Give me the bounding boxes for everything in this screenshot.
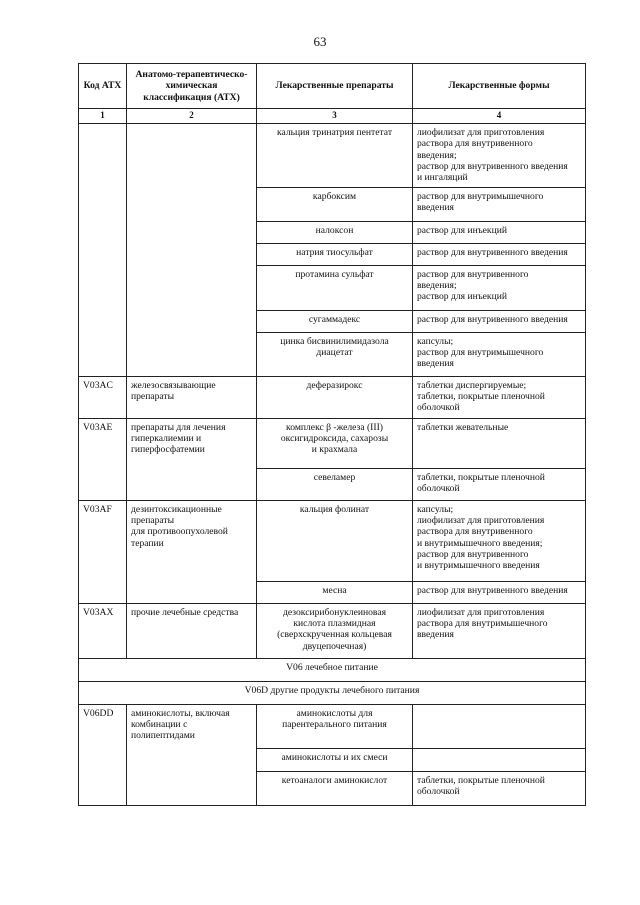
group-row (79, 681, 586, 704)
classification-cell: прочие лечебные средства (127, 603, 257, 658)
group-title: V06D другие продукты лечебного питания (79, 681, 586, 704)
form-cell: раствор для внутримышечного введения (413, 187, 586, 221)
drug-cell: кетоаналоги аминокислот (257, 771, 413, 805)
column-number: 4 (413, 109, 586, 124)
header-forms: Лекарственные формы (413, 64, 586, 109)
drug-cell: дезоксирибонуклеиновая кислота плазмидная (сверхскрученная кольцевая двуцепочечная) (257, 603, 413, 658)
table-header-row (79, 64, 586, 109)
drug-cell: кальция тринатрия пентетат (257, 124, 413, 188)
table-row (79, 704, 586, 748)
drug-cell: сугаммадекс (257, 310, 413, 332)
form-cell: таблетки, покрытые пленочной оболочкой (413, 468, 586, 500)
code-cell: V03AE (79, 418, 127, 500)
drug-cell: протамина сульфат (257, 265, 413, 310)
column-number: 1 (79, 109, 127, 124)
form-cell: таблетки, покрытые пленочной оболочкой (413, 771, 586, 805)
form-cell: раствор для внутривенного введения (413, 581, 586, 603)
form-cell: лиофилизат для приготовления раствора для внутривенного введения; раствор для внутривенного введения и ингаляций (413, 124, 586, 188)
form-cell: капсулы; раствор для внутримышечного введения (413, 332, 586, 376)
column-number: 2 (127, 109, 257, 124)
form-cell: лиофилизат для приготовления раствора для внутримышечного введения (413, 603, 586, 658)
header-drugs: Лекарственные препараты (257, 64, 413, 109)
drug-cell: натрия тиосульфат (257, 243, 413, 265)
code-cell: V03AF (79, 500, 127, 603)
code-cell (79, 124, 127, 377)
classification-cell (127, 124, 257, 377)
table-row (79, 376, 586, 418)
form-cell: раствор для инъекций (413, 221, 586, 243)
drug-cell: комплекс β -железа (III) оксигидроксида, сахарозы и крахмала (257, 418, 413, 468)
classification-cell: железосвязывающие препараты (127, 376, 257, 418)
drug-cell: севеламер (257, 468, 413, 500)
form-cell: таблетки диспергируемые; таблетки, покрытые пленочной оболочкой (413, 376, 586, 418)
drug-cell: карбоксим (257, 187, 413, 221)
classification-cell: аминокислоты, включая комбинации с полипептидами (127, 704, 257, 805)
form-cell: раствор для внутривенного введения (413, 243, 586, 265)
header-code: Код АТХ (79, 64, 127, 109)
page-number: 63 (313, 34, 327, 49)
classification-cell: дезинтоксикационные препараты для противоопухолевой терапии (127, 500, 257, 603)
code-cell: V03AC (79, 376, 127, 418)
form-cell (413, 748, 586, 771)
drug-cell: кальция фолинат (257, 500, 413, 581)
column-number-row (79, 109, 586, 124)
classification-cell: препараты для лечения гиперкалиемии и гиперфосфатемии (127, 418, 257, 500)
form-cell: раствор для внутривенного введения; раствор для инъекций (413, 265, 586, 310)
drug-cell: аминокислоты и их смеси (257, 748, 413, 771)
code-cell: V03AX (79, 603, 127, 658)
table-row (79, 124, 586, 188)
table-row (79, 603, 586, 658)
form-cell: раствор для внутривенного введения (413, 310, 586, 332)
drug-cell: аминокислоты для парентерального питания (257, 704, 413, 748)
drug-cell: налоксон (257, 221, 413, 243)
form-cell (413, 704, 586, 748)
drug-cell: месна (257, 581, 413, 603)
group-title: V06 лечебное питание (79, 658, 586, 681)
atx-table (78, 63, 586, 806)
drug-cell: деферазирокс (257, 376, 413, 418)
drug-cell: цинка бисвинилимидазола диацетат (257, 332, 413, 376)
table-row (79, 418, 586, 468)
header-classification: Анатомо-терапевтическо-химическая классификация (АТХ) (127, 64, 257, 109)
code-cell: V06DD (79, 704, 127, 805)
form-cell: таблетки жевательные (413, 418, 586, 468)
group-row (79, 658, 586, 681)
table-row (79, 500, 586, 581)
form-cell: капсулы; лиофилизат для приготовления раствора для внутривенного и внутримышечного введения; раствор для внутривенного и внутримышечного введения (413, 500, 586, 581)
column-number: 3 (257, 109, 413, 124)
